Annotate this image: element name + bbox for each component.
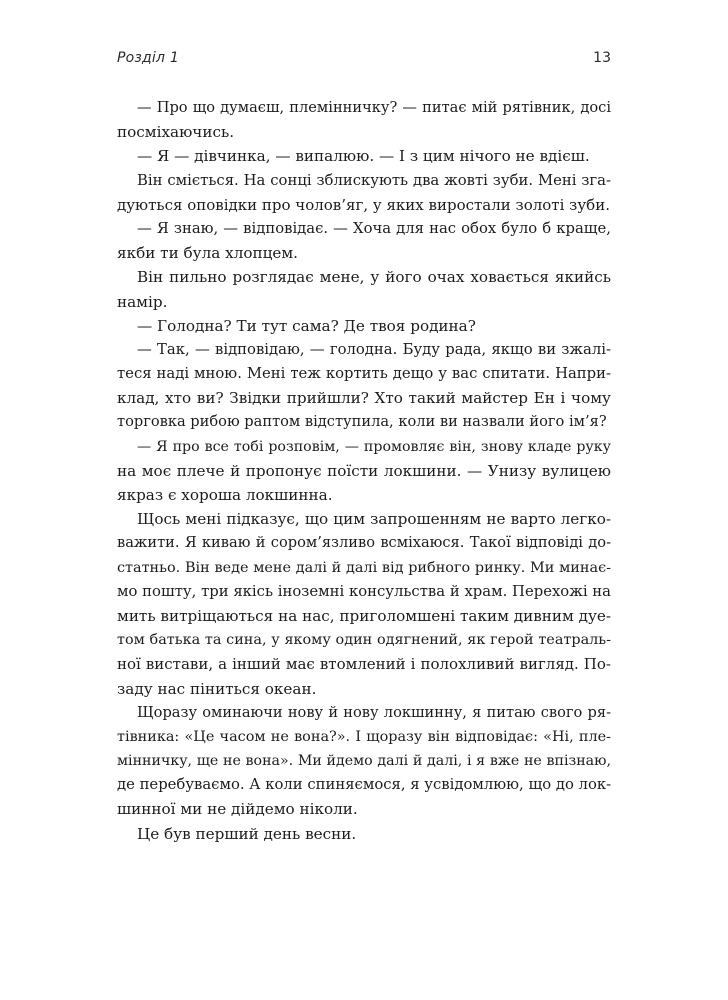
text-line: теся наді мною. Мені теж кортить дещо у вас спитати. Напри-: [117, 365, 611, 383]
text-line: — Я про все тобі розповім, — промовляє він, знову кладе руку: [137, 438, 611, 455]
text-line: статньо. Він веде мене далі й далі від рибного ринку. Ми минає-: [117, 559, 611, 576]
text-line: якби ти була хлопцем.: [117, 244, 299, 263]
text-line: мінничку, ще не вона». Ми йдемо далі й далі, і я вже не впізнаю,: [117, 753, 611, 770]
text-line: мо пошту, три якісь іноземні консульства й храм. Перехожі на: [117, 582, 611, 600]
text-line: Він сміється. На сонці зблискують два жовті зуби. Мені зга-: [137, 171, 611, 189]
text-line: торговка рибою раптом відступила, коли ви назвали його ім’я?: [117, 413, 607, 431]
text-line: намір.: [117, 292, 168, 311]
page-header: [117, 50, 611, 74]
text-line: Це був перший день весни.: [137, 824, 357, 843]
text-line: посміхаючись.: [117, 123, 235, 142]
text-line: заду нас піниться океан.: [117, 679, 317, 698]
text-line: Він пильно розглядає мене, у його очах ховається якийсь: [137, 268, 611, 287]
text-line: важити. Я киваю й сором’язливо всміхаюся. Такої відповіді до-: [117, 534, 611, 552]
page-number: 13: [593, 50, 611, 66]
text-line: — Я — дівчинка, — випалюю. — І з цим нічого не вдієш.: [137, 147, 590, 166]
text-line: — Голодна? Ти тут сама? Де твоя родина?: [137, 316, 476, 335]
text-line: якраз є хороша локшинна.: [117, 486, 333, 504]
text-line: ної вистави, а інший має втомлений і полохливий вигляд. По-: [117, 655, 611, 674]
text-line: де перебуваємо. А коли спиняємося, я усвідомлюю, що до лок-: [117, 776, 612, 794]
text-line: — Про що думаєш, племінничку? — питає мій рятівник, досі: [137, 99, 611, 116]
text-line: — Я знаю, — відповідає. — Хоча для нас обох було б краще,: [137, 219, 611, 237]
text-line: шинної ми не дійдемо ніколи.: [117, 800, 358, 819]
text-line: том батька та сина, у якому один одягнений, як герой театраль-: [117, 632, 611, 649]
text-line: Щось мені підказує, що цим запрошенням не варто легко-: [137, 510, 611, 529]
text-line: мить витріщаються на нас, приголомшені таким дивним дуе-: [117, 606, 612, 625]
running-head: Розділ 1: [117, 50, 179, 66]
text-line: тівника: «Це часом не вона?». І щоразу він відповідає: «Ні, пле-: [117, 728, 611, 745]
body-text: [117, 96, 611, 846]
text-line: — Так, — відповідаю, — голодна. Буду рада, якщо ви зжалі-: [137, 340, 611, 358]
text-line: на моє плече й пропонує поїсти локшини. — Унизу вулицею: [117, 461, 611, 480]
text-line: Щоразу оминаючи нову й нову локшинну, я питаю свого ря-: [137, 703, 611, 721]
text-line: дуються оповідки про чолов’яг, у яких виростали золоті зуби.: [117, 195, 610, 214]
text-line: клад, хто ви? Звідки прийшли? Хто такий майстер Ен і чому: [117, 389, 611, 408]
